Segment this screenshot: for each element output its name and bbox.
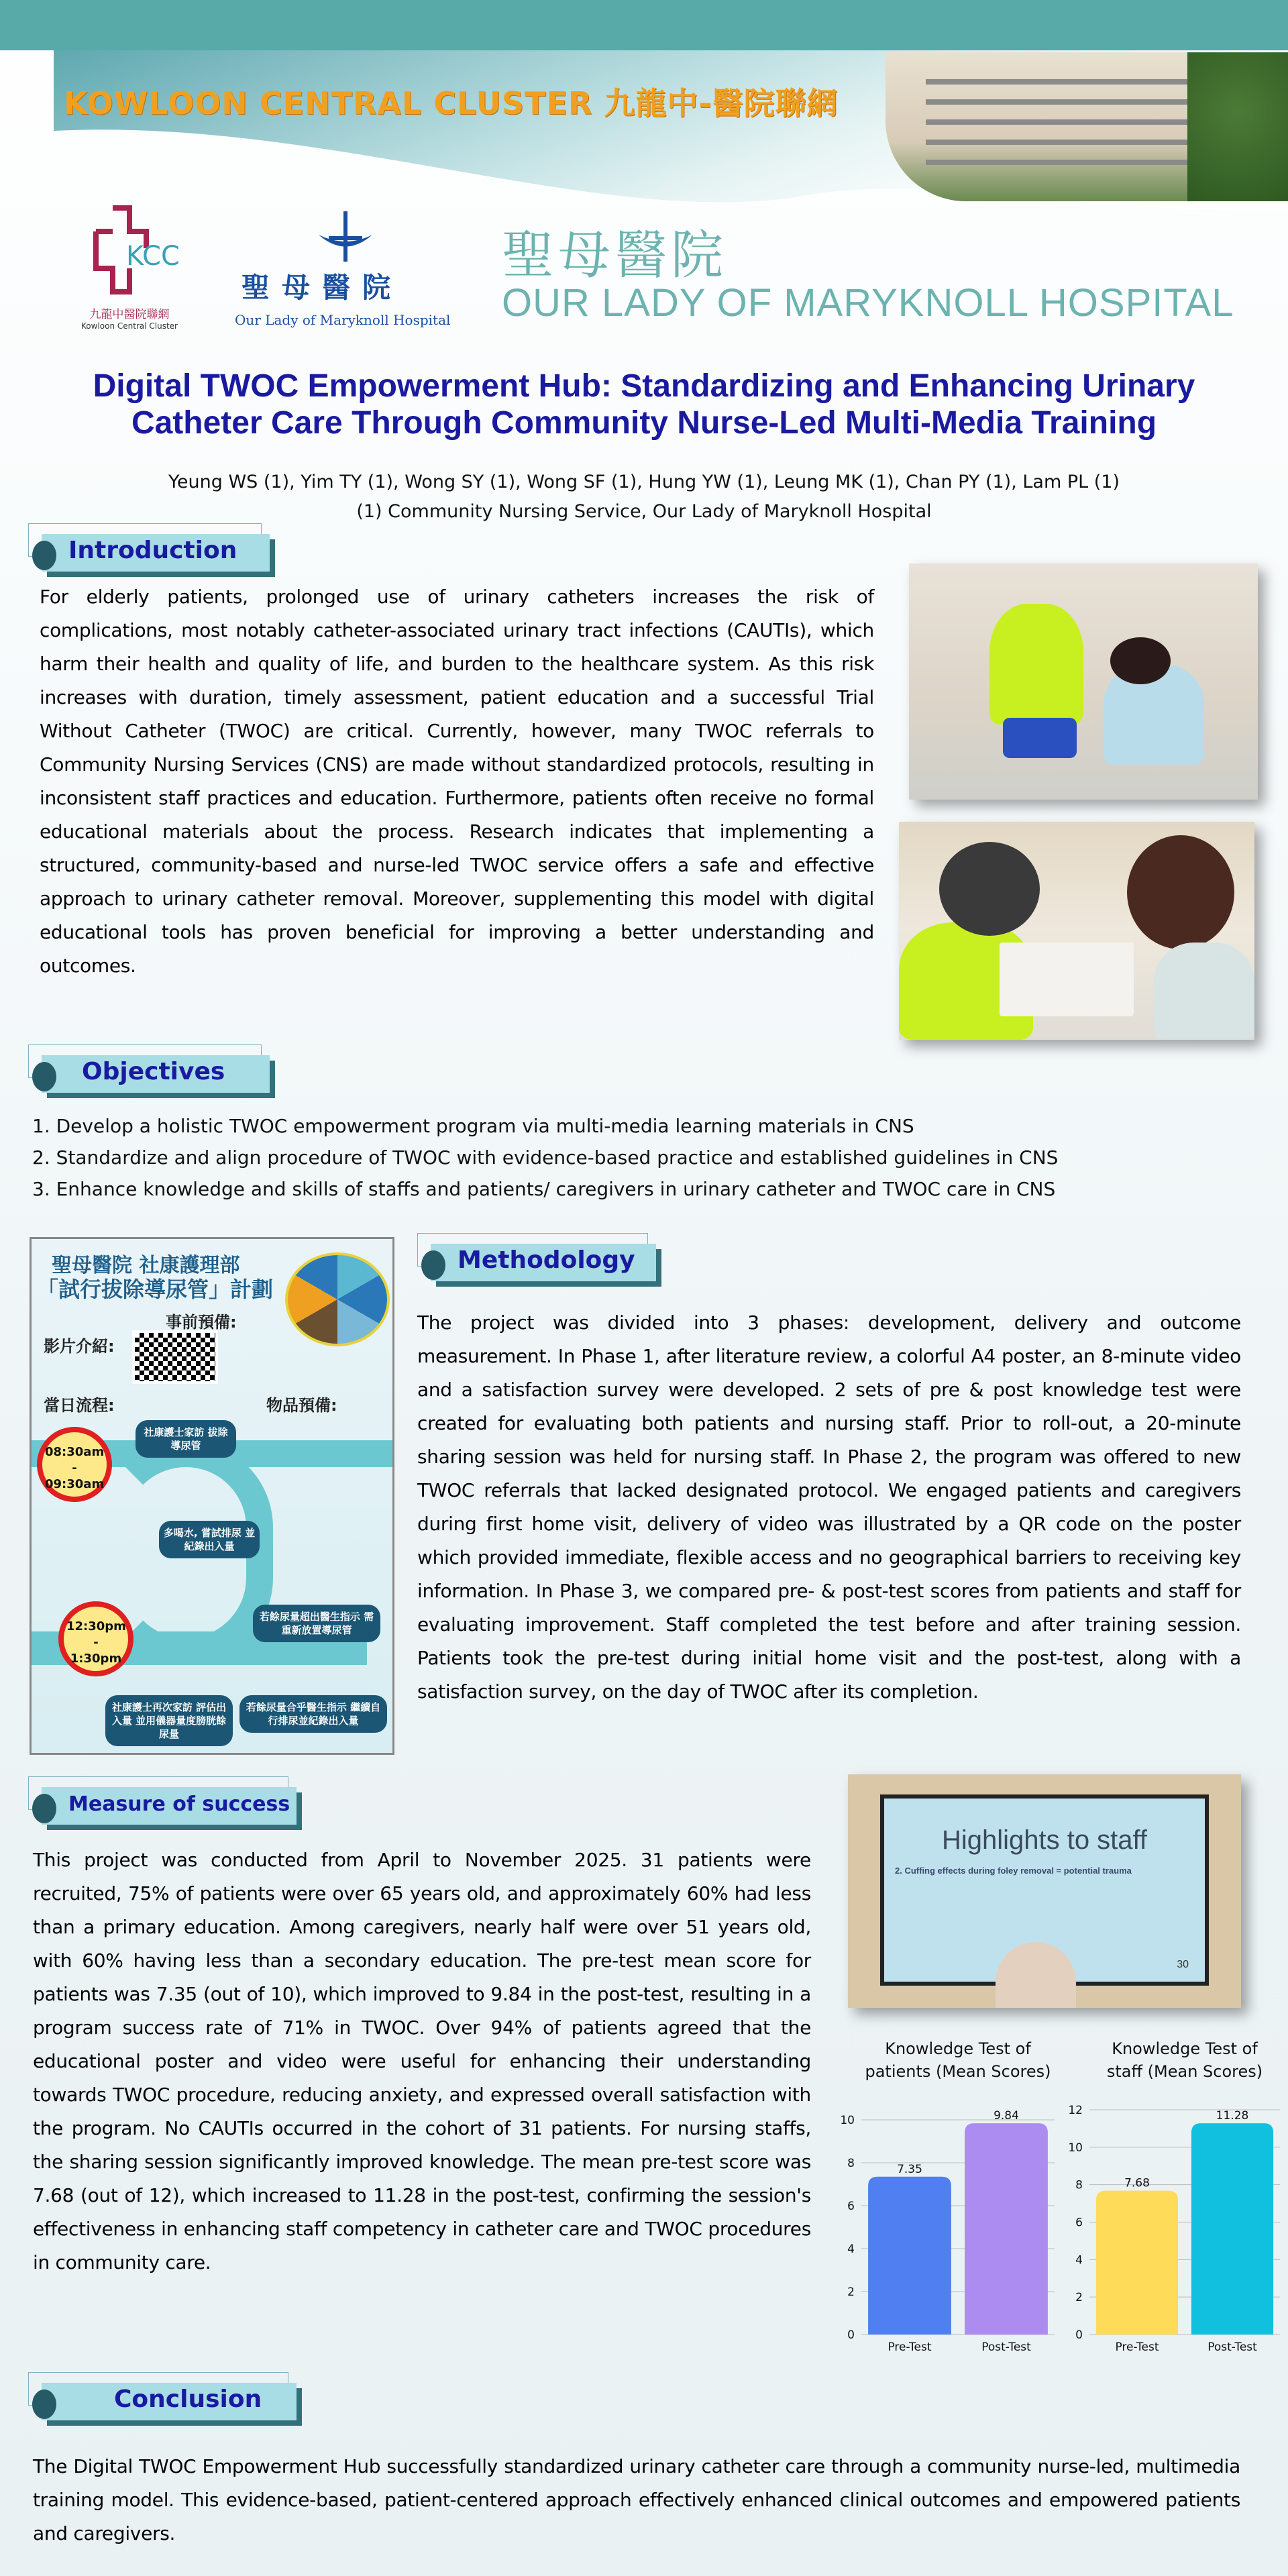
introduction-text: For elderly patients, prolonged use of urinary catheters increases the risk of complications, most notably catheter-associated urinary tract infections (CAUTIs), which harm their health and quality of life, and burden to the healthcare system. As this risk increases with duration, timely assessment, patient education and a successful Trial Without Catheter (TWOC) are critical. Currently, however, many TWOC referrals to Community Nursing Services (CNS) are made without standardized protocols, resulting in inconsistent staff practices and education. Furthermore, patients often receive no formal educational materials about the process. Research indicates that implementing a structured, community-based and nurse-led TWOC service offers a safe and effective approach to urinary catheter removal. Moreover, supplementing this model with digital educational tools has proven beneficial for improving a better understanding and outcomes. bbox=[40, 586, 874, 977]
chart-title: Knowledge Test of bbox=[885, 2039, 1031, 2058]
olmh-logo-en: Our Lady of Maryknoll Hospital bbox=[235, 312, 451, 328]
hospital-name-en: OUR LADY OF MARYKNOLL HOSPITAL bbox=[502, 281, 1234, 325]
objectives-header bbox=[28, 1044, 270, 1093]
section-heading: Objectives bbox=[82, 1058, 225, 1085]
y-tick-label: 4 bbox=[847, 2243, 855, 2256]
poster-title bbox=[13, 368, 1275, 441]
qr-code-icon[interactable] bbox=[132, 1330, 218, 1384]
chart-title: staff (Mean Scores) bbox=[1106, 2062, 1263, 2081]
y-tick-label: 2 bbox=[1075, 2291, 1083, 2305]
slide-page-number: 30 bbox=[1177, 1959, 1189, 1970]
bullet-dot-icon bbox=[32, 541, 56, 570]
hospital-building-photo bbox=[885, 52, 1288, 201]
data-label: 9.84 bbox=[994, 2109, 1019, 2123]
home-visit-photo-1 bbox=[909, 564, 1258, 800]
alarm-clock-icon: 12:30pm - 1:30pm bbox=[58, 1601, 133, 1676]
bullet-dot-icon bbox=[421, 1250, 445, 1280]
chart-title: Knowledge Test of bbox=[1112, 2039, 1258, 2058]
data-label: 11.28 bbox=[1216, 2109, 1249, 2123]
section-heading: Methodology bbox=[458, 1246, 635, 1274]
y-tick-label: 8 bbox=[847, 2157, 855, 2170]
bar-pre-test bbox=[1096, 2191, 1178, 2334]
flyer-prep-label: 事前預備: bbox=[166, 1313, 237, 1332]
cluster-banner-title: KOWLOON CENTRAL CLUSTER 九龍中-醫院聯網 bbox=[64, 85, 839, 121]
flyer-title-2: 「試行拔除導尿管」計劃 bbox=[37, 1277, 274, 1302]
data-label: 7.35 bbox=[897, 2162, 922, 2176]
bullet-dot-icon bbox=[32, 1062, 56, 1091]
methodology-header bbox=[417, 1233, 656, 1281]
data-label: 7.68 bbox=[1124, 2176, 1150, 2190]
authors: Yeung WS (1), Yim TY (1), Wong SY (1), Wong SF (1), Hung YW (1), Leung MK (1), Chan PY (1), Lam PL (1) bbox=[168, 472, 1120, 492]
y-tick-label: 2 bbox=[847, 2286, 855, 2299]
slide-subtitle: 2. Cuffing effects during foley removal = potential trauma bbox=[895, 1866, 1132, 1876]
introduction-header bbox=[28, 523, 270, 572]
y-tick-label: 10 bbox=[1068, 2141, 1083, 2155]
kcc-logo-text: KCC bbox=[126, 241, 180, 272]
objectives-list bbox=[32, 1110, 1058, 1205]
staff-training-photo bbox=[848, 1774, 1241, 2008]
measure-of-success-header bbox=[28, 1776, 297, 1825]
x-tick-label: Pre-Test bbox=[1115, 2341, 1159, 2354]
bar-pre-test bbox=[868, 2177, 951, 2334]
methodology-text: The project was divided into 3 phases: development, delivery and outcome measurement. In Phase 1, after literature review, a colorful A4 poster, an 8-minute video and a satisfaction survey were developed. 2 sets of pre & post knowledge test were created for evaluating both patients and nursing staff. Prior to roll-out, a 20-minute sharing session was held for nursing staff. In Phase 2, the program was offered to new TWOC referrals that lacked designated protocol. We engaged patients and caregivers during first home visit, delivery of video was illustrated by a QR code on the poster which provided immediate, flexible access and no geographical barriers to receiving key information. In Phase 3, we compared pre- & post-test scores from patients and staff for evaluating improvement. Staff completed the test before and after training session. Patients took the pre-test during initial home visit and the post-test, along with a satisfaction survey, on the day of TWOC after its completion. bbox=[417, 1311, 1241, 1703]
bullet-dot-icon bbox=[32, 2390, 56, 2419]
alarm-clock-icon: 08:30am - 09:30am bbox=[37, 1427, 112, 1502]
y-tick-label: 0 bbox=[1075, 2328, 1083, 2342]
preparation-wheel-icon bbox=[285, 1252, 390, 1346]
home-visit-photo-2 bbox=[899, 822, 1254, 1040]
y-tick-label: 6 bbox=[1075, 2216, 1083, 2230]
bar-post-test bbox=[1191, 2123, 1273, 2334]
olmh-logo-cn: 聖母醫院 bbox=[241, 271, 403, 304]
hospital-name-cn: 聖母醫院 bbox=[502, 225, 728, 286]
objective-item: 3. Enhance knowledge and skills of staffs and patients/ caregivers in urinary catheter and TWOC care in CNS bbox=[32, 1178, 1056, 1200]
affiliation: (1) Community Nursing Service, Our Lady of Maryknoll Hospital bbox=[356, 501, 932, 522]
flyer-flow-label: 當日流程: bbox=[44, 1396, 115, 1415]
y-tick-label: 12 bbox=[1068, 2104, 1083, 2117]
bullet-dot-icon bbox=[32, 1794, 56, 1823]
section-heading: Introduction bbox=[68, 537, 237, 564]
y-tick-label: 10 bbox=[840, 2114, 855, 2127]
flyer-items-label: 物品預備: bbox=[266, 1396, 337, 1415]
bar-post-test bbox=[965, 2123, 1048, 2334]
title-line-2: Catheter Care Through Community Nurse-Led Multi-Media Training bbox=[131, 405, 1157, 441]
kcc-logo bbox=[79, 201, 180, 335]
conclusion-header bbox=[28, 2372, 297, 2420]
patient-knowledge-chart bbox=[835, 2033, 1063, 2355]
olmh-logo bbox=[235, 208, 456, 335]
y-tick-label: 4 bbox=[1075, 2253, 1083, 2267]
flyer-video-label: 影片介紹: bbox=[44, 1337, 115, 1356]
title-line-1: Digital TWOC Empowerment Hub: Standardizing and Enhancing Urinary bbox=[93, 368, 1195, 404]
measure-of-success-text: This project was conducted from April to November 2025. 31 patients were recruited, 75% of patients were over 65 years old, and approximately 60% had less than a primary education. Among caregivers, nearly half were over 51 years old, with 60% having less than a secondary education. The pre-test mean score for patients was 7.35 (out of 10), which improved to 9.84 in the post-test, resulting in a program success rate of 71% in TWOC. Over 94% of patients agreed that the educational poster and video were useful for enhancing their understanding towards TWOC procedure, reducing anxiety, and expressed overall satisfaction with the program. No CAUTIs occurred in the cohort of 31 patients. For nursing staffs, the sharing session significantly improved knowledge. The mean pre-test score was 7.68 (out of 12), which increased to 11.28 in the post-test, confirming the session's effectiveness in enhancing staff competency in catheter care and TWOC procedures in community care. bbox=[33, 1849, 811, 2273]
twoc-flyer-poster bbox=[30, 1237, 394, 1755]
kcc-logo-cn: 九龍中醫院聯網 bbox=[89, 308, 170, 321]
kcc-logo-en: Kowloon Central Cluster bbox=[81, 321, 178, 331]
x-tick-label: Post-Test bbox=[981, 2341, 1031, 2354]
objective-item: 2. Standardize and align procedure of TWOC with evidence-based practice and established guidelines in CNS bbox=[32, 1146, 1059, 1169]
flow-step-4: 若餘尿量超出醫生指示 需重新放置導尿管 bbox=[253, 1605, 380, 1642]
staff-knowledge-chart bbox=[1063, 2033, 1288, 2355]
conclusion-text: The Digital TWOC Empowerment Hub successfully standardized urinary catheter care through a community nurse-led, multimedia training model. This evidence-based, patient-centered approach effectively enhanced clinical outcomes and empowered patients and caregivers. bbox=[33, 2455, 1240, 2544]
x-tick-label: Pre-Test bbox=[888, 2341, 932, 2354]
x-tick-label: Post-Test bbox=[1208, 2341, 1257, 2354]
section-heading: Conclusion bbox=[114, 2385, 262, 2413]
authors-block bbox=[0, 468, 1288, 527]
flow-step-3: 社康護士再次家訪 評估出入量 並用儀器量度膀胱餘尿量 bbox=[105, 1695, 233, 1746]
flow-step-2: 多喝水, 嘗試排尿 並紀錄出入量 bbox=[159, 1521, 260, 1558]
objective-item: 1. Develop a holistic TWOC empowerment program via multi-media learning materials in CNS bbox=[32, 1115, 914, 1137]
y-tick-label: 8 bbox=[1075, 2178, 1083, 2192]
section-heading: Measure of success bbox=[68, 1792, 290, 1816]
y-tick-label: 0 bbox=[847, 2328, 855, 2342]
flow-step-1: 社康護士家訪 拔除導尿管 bbox=[136, 1420, 236, 1458]
y-tick-label: 6 bbox=[847, 2200, 855, 2213]
slide-title: Highlights to staff bbox=[941, 1825, 1148, 1855]
chart-title: patients (Mean Scores) bbox=[865, 2062, 1051, 2081]
flyer-title-1: 聖母醫院 社康護理部 bbox=[52, 1254, 240, 1277]
top-band bbox=[0, 0, 1288, 50]
flow-step-5: 若餘尿量合乎醫生指示 繼續自行排尿並紀錄出入量 bbox=[239, 1695, 387, 1733]
